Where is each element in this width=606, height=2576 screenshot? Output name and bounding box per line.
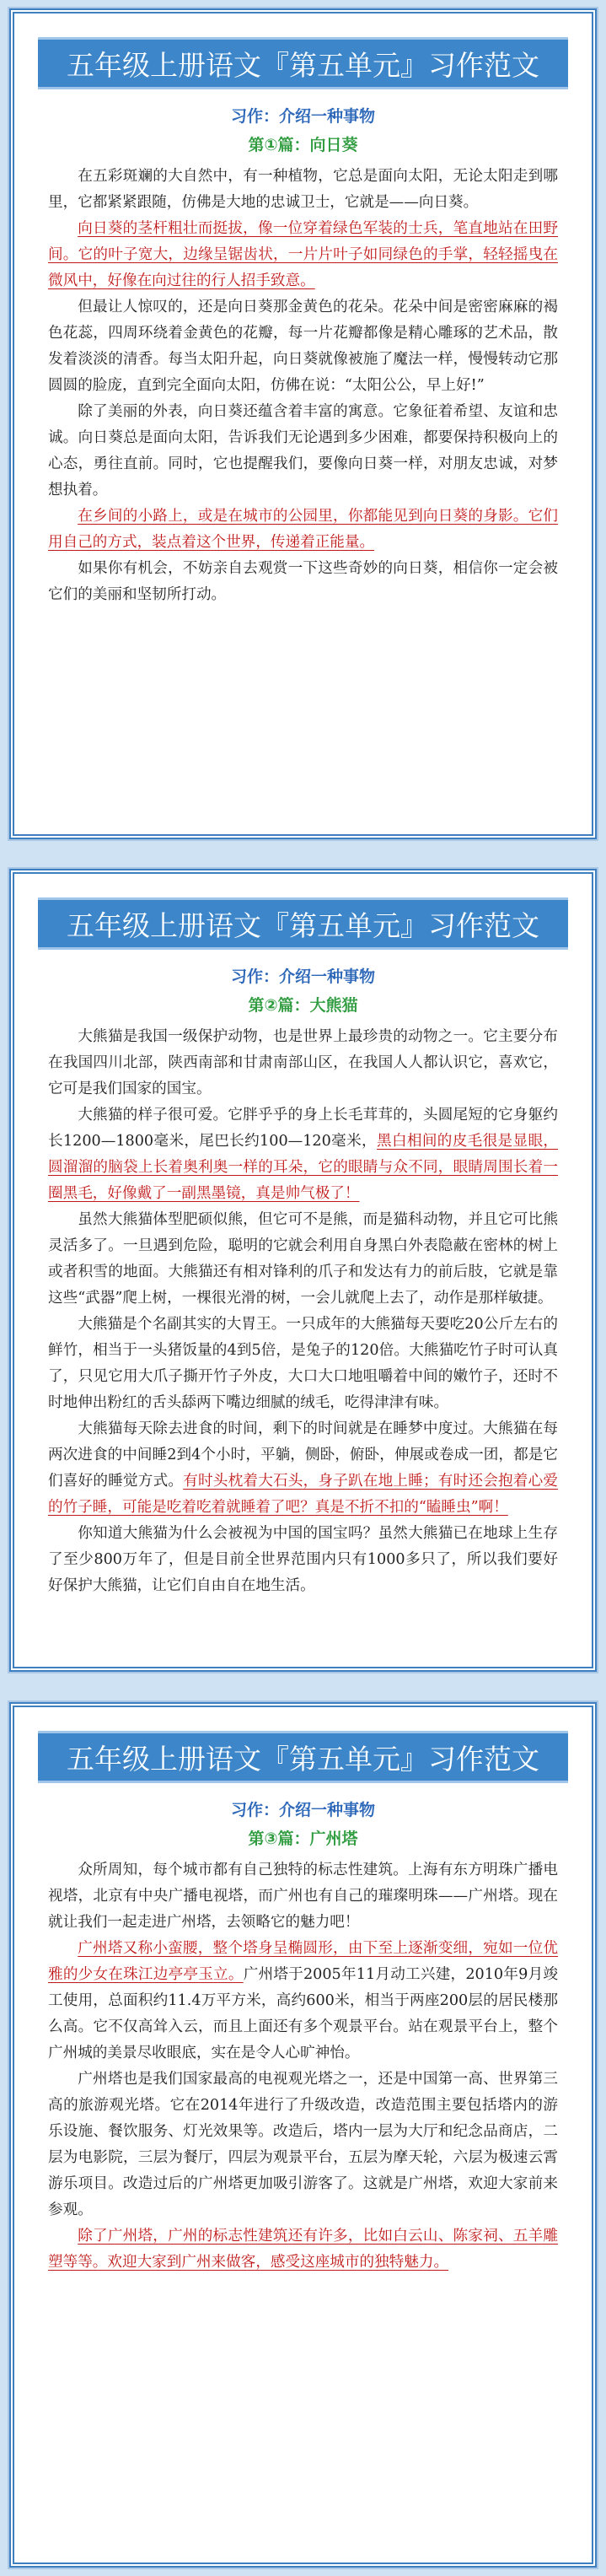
paragraph: 在五彩斑斓的大自然中，有一种植物，它总是面向太阳，无论太阳走到哪里，它都紧紧跟随，仿佛是大地的忠诚卫士，它就是——向日葵。 (48, 168, 558, 211)
paragraph: 除了美丽的外表，向日葵还蕴含着丰富的寓意。它象征着希望、友谊和忠诚。向日葵总是面向太阳，告诉我们无论遇到多少困难，都要保持积极向上的心态，勇往直前。同时，它也提醒我们，要像向日葵一样，对朋友忠诚，对梦想执着。 (48, 403, 558, 498)
paragraph: 众所周知，每个城市都有自己独特的标志性建筑。上海有东方明珠广播电视塔，北京有中央广播电视塔，而广州也有自己的璀璨明珠——广州塔。现在就让我们一起走进广州塔，去领略它的魅力吧！ (48, 1862, 558, 1931)
essay-card-canton-tower (9, 1702, 597, 2568)
paragraph: 虽然大熊猫体型肥硕似熊，但它可不是熊，而是猫科动物，并且它可比熊灵活多了。一旦遇到危险，聪明的它就会利用自身黑白外表隐蔽在密林的树上或者积雪的地面。大熊猫还有相对锋利的爪子和发达有力的前后肢，它就是靠这些“武器”爬上树，一棵很光滑的树，一会儿就爬上去了，动作是那样敏捷。 (48, 1211, 558, 1307)
essay-topic: 习作：介绍一种事物 (230, 107, 375, 126)
essay-card-panda (9, 869, 597, 1672)
paragraph-text: 大熊猫每天除去进食的时间，剩下的时间就是在睡梦中度过。大熊猫在每两次进食的中间睡2到4个小时，平躺，侧卧，俯卧，伸展或卷成一团，都是它们喜好的睡觉方式。 (48, 1420, 558, 1490)
paragraph-mixed (48, 1102, 558, 1207)
card-banner: 五年级上册语文『第五单元』习作范文 (38, 897, 568, 950)
essay-subtitle: 第③篇：广州塔 (248, 1830, 358, 1848)
essay-topic: 习作：介绍一种事物 (230, 1801, 375, 1819)
paragraph-highlight: 在乡间的小路上，或是在城市的公园里，你都能见到向日葵的身影。它们用自己的方式，装点着这个世界，传递着正能量。 (48, 508, 558, 551)
essay-card-sunflower (9, 8, 597, 839)
paragraph-text: 大熊猫的样子很可爱。它胖乎乎的身上长毛茸茸的，头圆尾短的它身躯约长1200—1800毫米，尾巴长约100—120毫米， (48, 1107, 558, 1150)
essay-subtitle: 第②篇：大熊猫 (248, 996, 358, 1015)
paragraph: 如果你有机会，不妨亲自去观赏一下这些奇妙的向日葵，相信你一定会被它们的美丽和坚韧所打动。 (48, 560, 558, 603)
paragraph-highlight: 广州塔又称小蛮腰，整个塔身呈椭圆形，由下至上逐渐变细，宛如一位优雅的少女在珠江边亭亭玉立。 (48, 1940, 558, 1983)
paragraph: 你知道大熊猫为什么会被视为中国的国宝吗？虽然大熊猫已在地球上生存了至少800万年了，但是目前全世界范围内只有1000多只了，所以我们要好好保护大熊猫，让它们自由自在地生活。 (48, 1525, 558, 1594)
paragraph-highlight: 黑白相间的皮毛很是显眼，圆溜溜的脑袋上长着奥利奥一样的耳朵，它的眼睛与众不同，眼睛周围长着一圈黑毛，好像戴了一副黑墨镜，真是帅气极了！ (48, 1133, 558, 1202)
paragraph: 大熊猫是我国一级保护动物，也是世界上最珍贵的动物之一。它主要分布在我国四川北部，陕西南部和甘肃南部山区，在我国人人都认识它，喜欢它，它可是我们国家的国宝。 (48, 1028, 558, 1097)
essay-body (14, 157, 592, 608)
essay-body (14, 1851, 592, 2276)
paragraph-mixed (48, 1416, 558, 1521)
card-banner: 五年级上册语文『第五单元』习作范文 (38, 37, 568, 89)
paragraph-text: 广州塔于2005年11月动工兴建，2010年9月竣工使用，总面积约11.4万平方米，高约600米，相当于两座200层的居民楼那么高。它不仅高耸入云，而且上面还有多个观景平台。站在观景平台上，整个广州城的美景尽收眼底，实在是令人心旷神怡。 (48, 1966, 558, 2061)
paragraph-highlight: 向日葵的茎杆粗壮而挺拔，像一位穿着绿色军装的士兵，笔直地站在田野间。它的叶子宽大，边缘呈锯齿状，一片片叶子如同绿色的手掌，轻轻摇曳在微风中，好像在向过往的行人招手致意。 (48, 220, 558, 289)
essay-body (14, 1017, 592, 1599)
card-banner: 五年级上册语文『第五单元』习作范文 (38, 1731, 568, 1783)
paragraph-mixed (48, 1936, 558, 2067)
essay-topic: 习作：介绍一种事物 (230, 967, 375, 986)
paragraph: 但最让人惊叹的，还是向日葵那金黄色的花朵。花朵中间是密密麻麻的褐色花蕊，四周环绕着金黄色的花瓣，每一片花瓣都像是精心雕琢的艺术品，散发着淡淡的清香。每当太阳升起，向日葵就像被施了魔法一样，慢慢转动它那圆圆的脸庞，直到完全面向太阳，仿佛在说：“太阳公公，早上好!” (48, 299, 558, 394)
paragraph-highlight: 有时头枕着大石头，身子趴在地上睡；有时还会抱着心爱的竹子睡，可能是吃着吃着就睡着了吧？真是不折不扣的“瞌睡虫”啊！ (48, 1473, 558, 1516)
paragraph-highlight: 除了广州塔，广州的标志性建筑还有许多，比如白云山、陈家祠、五羊雕塑等等。欢迎大家到广州来做客，感受这座城市的独特魅力。 (48, 2228, 558, 2271)
paragraph: 广州塔也是我们国家最高的电视观光塔之一，还是中国第一高、世界第三高的旅游观光塔。它在2014年进行了升级改造，改造范围主要包括塔内的游乐设施、餐饮服务、灯光效果等。改造后，塔内一层为大厅和纪念品商店，二层为电影院，三层为餐厅，四层为观景平台，五层为摩天轮，六层为极速云霄游乐项目。改造过后的广州塔更加吸引游客了。这就是广州塔，欢迎大家前来参观。 (48, 2071, 558, 2218)
essay-subtitle: 第①篇：向日葵 (248, 136, 358, 154)
paragraph: 大熊猫是个名副其实的大胃王。一只成年的大熊猫每天要吃20公斤左右的鲜竹，相当于一头猪饭量的4到5倍，是兔子的120倍。大熊猫吃竹子时可认真了，只见它用大爪子撕开竹子外皮，大口大口地咀嚼着中间的嫩竹子，还时不时地伸出粉红的舌头舔两下嘴边细腻的绒毛，吃得津津有味。 (48, 1316, 558, 1411)
